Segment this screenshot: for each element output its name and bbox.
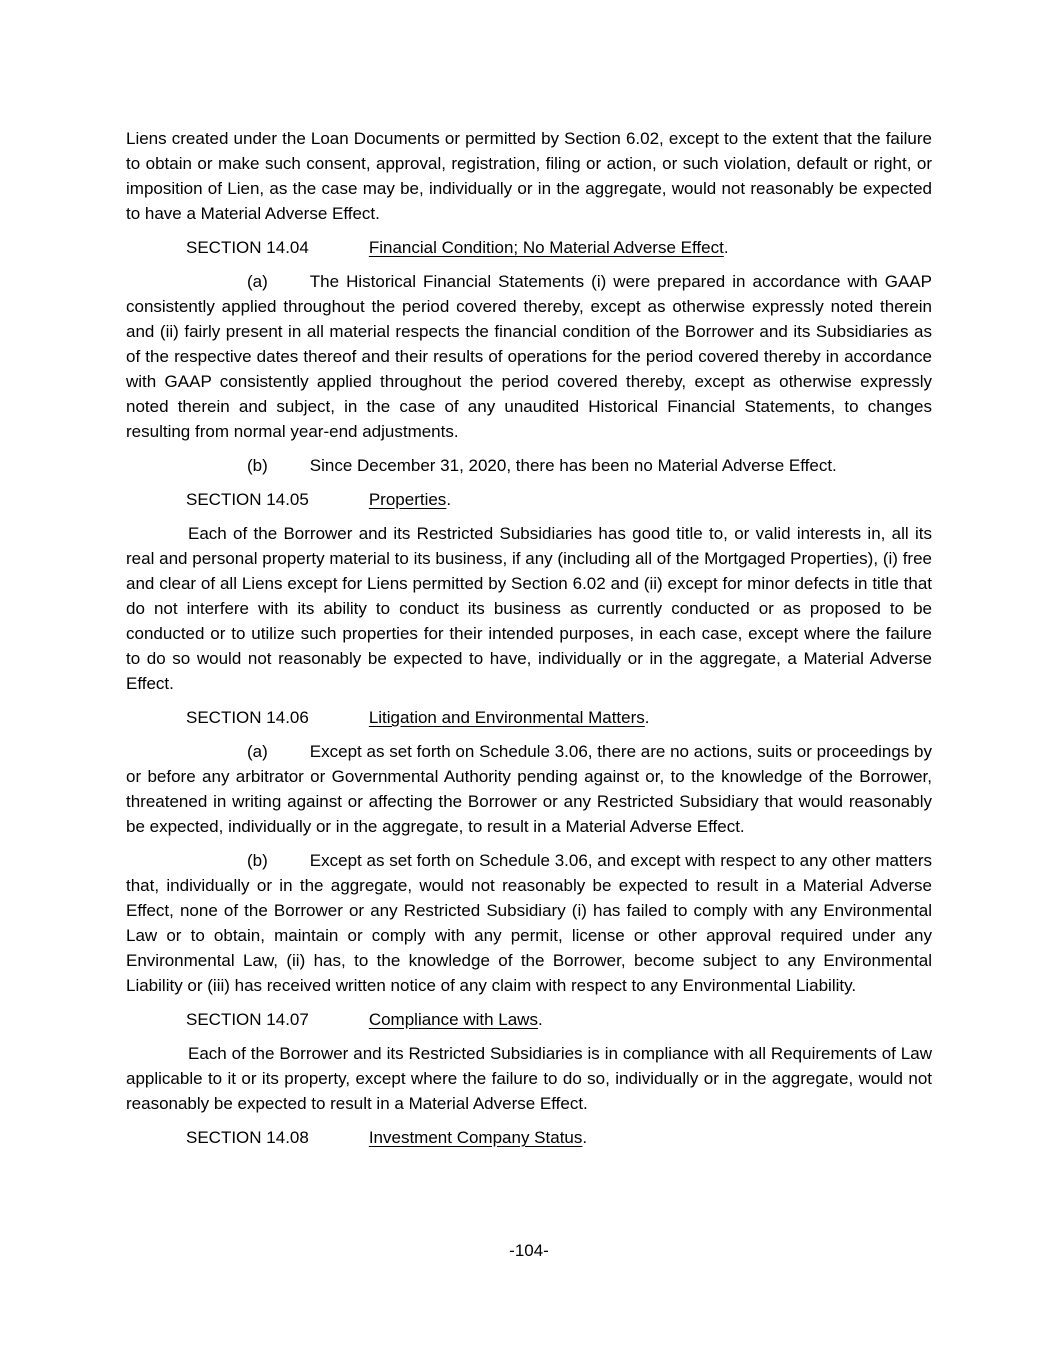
intro-paragraph: Liens created under the Loan Documents or permitted by Section 6.02, except to the extent that the failure to obtain or make such consent, approval, registration, filing or action, or such violation, default or right, or imposition of Lien, as the case may be, individually or in the aggregate, would not reasonably be expected to have a Material Adverse Effect. <box>126 129 932 223</box>
paragraph-marker: (a) <box>247 272 268 291</box>
section-title-period: . <box>537 1010 543 1029</box>
paragraph-text: Since December 31, 2020, there has been no Material Adverse Effect. <box>309 456 837 475</box>
section-title: Properties <box>368 490 447 509</box>
tab-spacer <box>309 1024 369 1025</box>
section-title: Financial Condition; No Material Adverse Effect <box>368 238 724 257</box>
paragraph-14-05-body <box>126 521 932 696</box>
paragraph-text: Each of the Borrower and its Restricted Subsidiaries is in compliance with all Requirements of Law applicable to it or its property, except where the failure to do so, individually or in the aggregate, would not reasonably be expected to result in a Material Adverse Effect. <box>126 1044 932 1113</box>
section-label: SECTION 14.06 <box>186 708 309 727</box>
paragraph-14-06-b <box>126 848 932 998</box>
section-title: Investment Company Status <box>368 1128 583 1147</box>
paragraph-text: Except as set forth on Schedule 3.06, there are no actions, suits or proceedings by or before any arbitrator or Governmental Authority pending against or, to the knowledge of the Borrower, threatened in writing against or affecting the Borrower or any Restricted Subsidiary that would reasonably be expected, individually or in the aggregate, to result in a Material Adverse Effect. <box>126 742 932 836</box>
tab-spacer <box>309 504 369 505</box>
section-label: SECTION 14.04 <box>186 238 309 257</box>
paragraph-marker: (b) <box>247 456 268 475</box>
paragraph-text: Each of the Borrower and its Restricted Subsidiaries has good title to, or valid interests in, all its real and personal property material to its business, if any (including all of the Mortgaged Properties), (i) free and clear of all Liens except for Liens permitted by Section 6.02 and (ii) except for minor defects in title that do not interfere with its ability to conduct its business as currently conducted or as proposed to be conducted or to utilize such properties for their intended purposes, in each case, except where the failure to do so would not reasonably be expected to have, individually or in the aggregate, a Material Adverse Effect. <box>126 524 932 693</box>
section-heading-14-04 <box>126 235 932 260</box>
tab-spacer <box>309 1142 369 1143</box>
section-heading-14-07 <box>126 1007 932 1032</box>
paragraph-14-07-body <box>126 1041 932 1116</box>
tab-spacer <box>268 756 310 757</box>
section-title-period: . <box>582 1128 588 1147</box>
paragraph-14-04-b <box>126 453 932 478</box>
section-title-period: . <box>446 490 452 509</box>
section-heading-14-05 <box>126 487 932 512</box>
tab-spacer <box>268 470 310 471</box>
section-label: SECTION 14.05 <box>186 490 309 509</box>
paragraph-text: Except as set forth on Schedule 3.06, and except with respect to any other matters that, individually or in the aggregate, would not reasonably be expected to result in a Material Adverse Effect, none of the Borrower or any Restricted Subsidiary (i) has failed to comply with any Environmental Law or to obtain, maintain or comply with any permit, license or other approval required under any Environmental Law, (ii) has, to the knowledge of the Borrower, become subject to any Environmental Liability or (iii) has received written notice of any claim with respect to any Environmental Liability. <box>126 851 932 995</box>
paragraph-marker: (a) <box>247 742 268 761</box>
section-heading-14-06 <box>126 705 932 730</box>
tab-spacer <box>268 286 310 287</box>
page-number: -104- <box>509 1241 549 1260</box>
section-title-period: . <box>644 708 650 727</box>
section-label: SECTION 14.07 <box>186 1010 309 1029</box>
section-title: Compliance with Laws <box>368 1010 538 1029</box>
paragraph-text: The Historical Financial Statements (i) were prepared in accordance with GAAP consistently applied throughout the period covered thereby, except as otherwise expressly noted therein and (ii) fairly present in all material respects the financial condition of the Borrower and its Subsidiaries as of the respective dates thereof and their results of operations for the period covered thereby in accordance with GAAP consistently applied throughout the period covered thereby, except as otherwise expressly noted therein and subject, in the case of any unaudited Historical Financial Statements, to changes resulting from normal year-end adjustments. <box>126 272 932 441</box>
tab-spacer <box>309 252 369 253</box>
paragraph-marker: (b) <box>247 851 268 870</box>
section-heading-14-08 <box>126 1125 932 1150</box>
tab-spacer <box>309 722 369 723</box>
tab-spacer <box>268 865 310 866</box>
paragraph-14-04-a <box>126 269 932 444</box>
paragraph-14-06-a <box>126 739 932 839</box>
section-label: SECTION 14.08 <box>186 1128 309 1147</box>
section-title: Litigation and Environmental Matters <box>368 708 645 727</box>
section-title-period: . <box>723 238 729 257</box>
